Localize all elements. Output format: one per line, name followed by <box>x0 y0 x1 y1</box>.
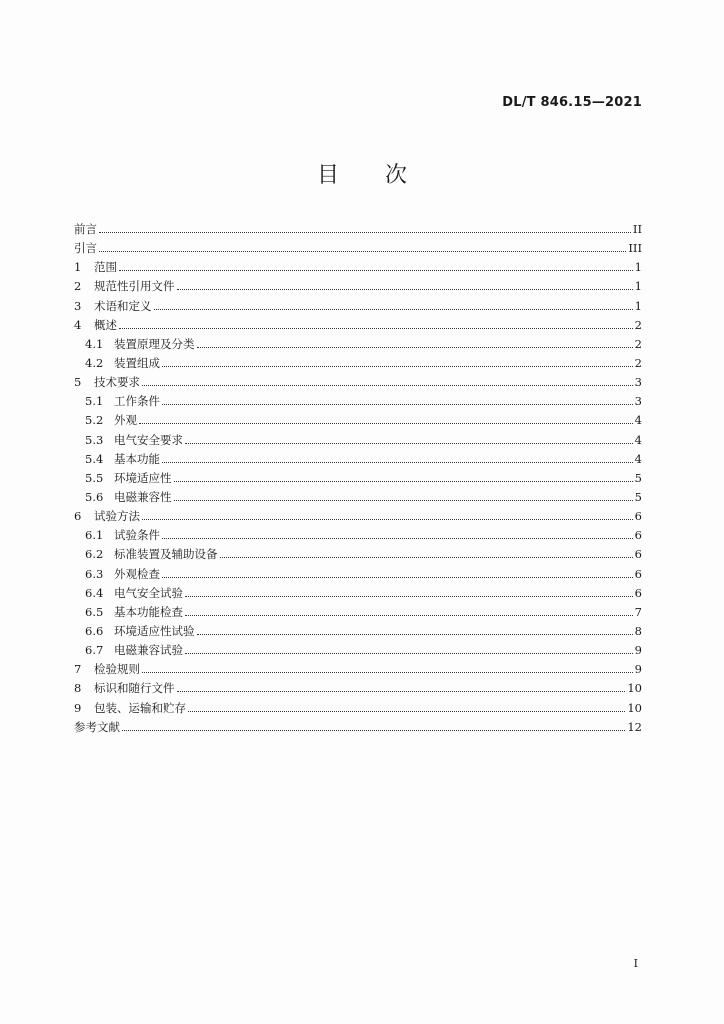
toc-dot-leader <box>142 384 633 386</box>
toc-entry[interactable] <box>74 335 642 354</box>
toc-entry-number: 4.1 <box>85 336 104 351</box>
toc-entry[interactable] <box>74 316 642 335</box>
toc-entry-page: 6 <box>634 509 642 524</box>
toc-dot-leader <box>162 365 633 367</box>
toc-dot-leader <box>177 288 633 290</box>
toc-entry-page: 10 <box>627 700 642 715</box>
toc-entry-page: 1 <box>634 279 642 294</box>
toc-dot-leader <box>162 576 633 578</box>
toc-entry[interactable] <box>74 297 642 316</box>
toc-list <box>74 220 642 737</box>
toc-entry[interactable] <box>74 603 642 622</box>
toc-entry-number: 6.1 <box>85 528 104 543</box>
toc-entry[interactable] <box>74 545 642 564</box>
toc-entry-number: 5.1 <box>85 394 104 409</box>
toc-dot-leader <box>197 346 633 348</box>
toc-entry-number: 5.2 <box>85 413 104 428</box>
toc-entry-label: 术语和定义 <box>94 298 152 313</box>
toc-entry-label: 装置组成 <box>114 355 160 370</box>
toc-entry[interactable] <box>74 277 642 296</box>
toc-dot-leader <box>174 480 633 482</box>
toc-dot-leader <box>162 403 633 405</box>
toc-entry-page: 1 <box>634 298 642 313</box>
toc-entry[interactable] <box>74 431 642 450</box>
toc-entry-page: 3 <box>634 394 642 409</box>
toc-dot-leader <box>139 422 633 424</box>
toc-entry-page: 8 <box>634 623 642 638</box>
toc-entry-label: 规范性引用文件 <box>94 279 175 294</box>
toc-entry-page: II <box>632 222 642 236</box>
toc-entry[interactable] <box>74 258 642 277</box>
toc-entry-number: 6.2 <box>85 547 104 562</box>
toc-entry-page: III <box>628 241 642 256</box>
toc-entry-label: 检验规则 <box>94 662 140 677</box>
toc-entry[interactable] <box>74 641 642 660</box>
toc-entry[interactable] <box>74 679 642 698</box>
toc-dot-leader <box>220 556 633 558</box>
toc-entry-page: 3 <box>634 375 642 390</box>
toc-entry-label: 参考文献 <box>74 719 120 734</box>
page-number: I <box>633 957 638 970</box>
toc-dot-leader <box>142 671 633 673</box>
toc-entry-page: 7 <box>634 604 642 619</box>
toc-entry-label: 环境适应性 <box>114 470 172 485</box>
toc-entry[interactable] <box>74 354 642 373</box>
toc-entry-number: 3 <box>74 298 82 313</box>
toc-dot-leader <box>185 595 633 597</box>
toc-dot-leader <box>119 327 633 329</box>
toc-dot-leader <box>197 633 633 635</box>
toc-title-char: 目 <box>316 163 339 188</box>
toc-entry-number: 2 <box>74 279 82 294</box>
toc-entry-number: 1 <box>74 260 82 275</box>
toc-entry[interactable] <box>74 565 642 584</box>
toc-dot-leader <box>162 537 633 539</box>
toc-title <box>0 158 724 189</box>
toc-entry-number: 5.6 <box>85 489 104 504</box>
toc-dot-leader <box>185 652 633 654</box>
toc-entry-page: 6 <box>634 547 642 562</box>
toc-entry[interactable] <box>74 373 642 392</box>
toc-entry-label: 基本功能 <box>114 451 160 466</box>
toc-entry-page: 6 <box>634 585 642 600</box>
toc-dot-leader <box>188 710 625 712</box>
toc-entry-page: 2 <box>634 317 642 332</box>
toc-entry[interactable] <box>74 450 642 469</box>
toc-dot-leader <box>185 442 633 444</box>
toc-entry-label: 范围 <box>94 260 117 275</box>
toc-entry-number: 8 <box>74 681 82 696</box>
toc-entry-page: 1 <box>634 260 642 275</box>
toc-entry-label: 环境适应性试验 <box>114 623 195 638</box>
toc-entry-label: 电气安全要求 <box>114 432 183 447</box>
toc-entry-number: 5.4 <box>85 451 104 466</box>
toc-entry-label: 基本功能检查 <box>114 604 183 619</box>
toc-entry-label: 装置原理及分类 <box>114 336 195 351</box>
toc-entry[interactable] <box>74 220 642 239</box>
toc-entry-number: 4.2 <box>85 355 104 370</box>
toc-entry[interactable] <box>74 526 642 545</box>
toc-entry[interactable] <box>74 239 642 258</box>
toc-entry[interactable] <box>74 507 642 526</box>
toc-entry[interactable] <box>74 622 642 641</box>
toc-entry-label: 概述 <box>94 317 117 332</box>
toc-dot-leader <box>162 461 633 463</box>
toc-entry[interactable] <box>74 392 642 411</box>
toc-entry[interactable] <box>74 411 642 430</box>
toc-entry-page: 10 <box>627 681 642 696</box>
toc-dot-leader <box>119 269 633 271</box>
toc-dot-leader <box>122 729 625 731</box>
toc-entry-label: 试验方法 <box>94 509 140 524</box>
toc-dot-leader <box>177 690 626 692</box>
toc-entry[interactable] <box>74 469 642 488</box>
toc-dot-leader <box>185 614 633 616</box>
toc-dot-leader <box>99 231 631 233</box>
toc-entry-number: 6.4 <box>85 585 104 600</box>
toc-entry-page: 5 <box>634 470 642 485</box>
toc-entry-number: 4 <box>74 317 82 332</box>
toc-entry-page: 4 <box>634 451 642 466</box>
toc-entry-number: 6 <box>74 509 82 524</box>
toc-entry-label: 工作条件 <box>114 394 160 409</box>
toc-entry-label: 外观 <box>114 413 137 428</box>
toc-entry-number: 6.3 <box>85 566 104 581</box>
toc-entry-label: 外观检查 <box>114 566 160 581</box>
toc-entry-label: 电气安全试验 <box>114 585 183 600</box>
toc-entry[interactable] <box>74 584 642 603</box>
toc-entry-number: 6.6 <box>85 623 104 638</box>
toc-dot-leader <box>154 308 633 310</box>
standard-code: DL/T 846.15—2021 <box>502 95 642 110</box>
toc-dot-leader <box>142 518 633 520</box>
toc-entry-number: 6.5 <box>85 604 104 619</box>
toc-entry-label: 引言 <box>74 241 97 256</box>
toc-entry-page: 9 <box>634 643 642 658</box>
toc-entry[interactable] <box>74 699 642 718</box>
toc-entry-label: 电磁兼容性 <box>114 489 172 504</box>
toc-entry-number: 5.3 <box>85 432 104 447</box>
toc-entry[interactable] <box>74 660 642 679</box>
toc-entry-label: 包装、运输和贮存 <box>94 700 186 715</box>
toc-dot-leader <box>99 250 626 252</box>
toc-entry-page: 2 <box>634 336 642 351</box>
toc-entry-label: 技术要求 <box>94 375 140 390</box>
toc-entry-page: 9 <box>634 662 642 677</box>
toc-entry-label: 标准装置及辅助设备 <box>114 547 218 562</box>
toc-entry[interactable] <box>74 488 642 507</box>
toc-entry-page: 12 <box>627 719 642 734</box>
toc-entry-number: 6.7 <box>85 643 104 658</box>
toc-entry[interactable] <box>74 718 642 737</box>
toc-entry-page: 5 <box>634 489 642 504</box>
toc-title-char: 次 <box>385 163 408 188</box>
toc-entry-page: 4 <box>634 432 642 447</box>
toc-dot-leader <box>174 499 633 501</box>
toc-entry-page: 6 <box>634 566 642 581</box>
toc-entry-number: 7 <box>74 662 82 677</box>
toc-entry-number: 5 <box>74 375 82 390</box>
toc-entry-label: 电磁兼容试验 <box>114 643 183 658</box>
toc-entry-label: 试验条件 <box>114 528 160 543</box>
toc-entry-number: 9 <box>74 700 82 715</box>
toc-entry-page: 6 <box>634 528 642 543</box>
toc-entry-label: 标识和随行文件 <box>94 681 175 696</box>
toc-entry-page: 4 <box>634 413 642 428</box>
toc-entry-number: 5.5 <box>85 470 104 485</box>
toc-entry-label: 前言 <box>74 222 97 236</box>
toc-entry-page: 2 <box>634 355 642 370</box>
